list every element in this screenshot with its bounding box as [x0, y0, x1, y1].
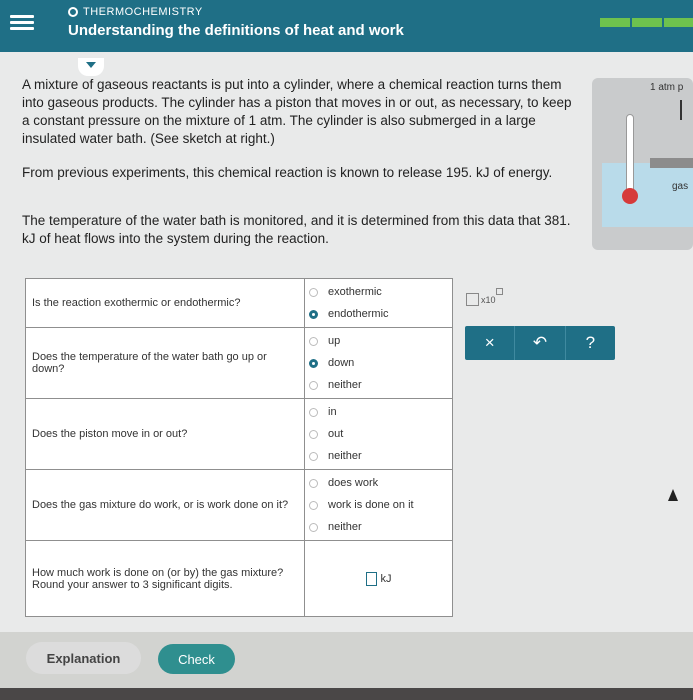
- question-text: Does the gas mixture do work, or is work done on it?: [26, 470, 305, 541]
- option-neither[interactable]: neither: [309, 445, 448, 467]
- problem-paragraph-2: From previous experiments, this chemical reaction is known to release 195. kJ of energy.: [22, 165, 553, 180]
- help-button[interactable]: ?: [585, 333, 596, 352]
- options-cell: [305, 399, 453, 470]
- question-text: Is the reaction exothermic or endothermic?: [26, 279, 305, 328]
- section-label: THERMOCHEMISTRY: [68, 6, 203, 18]
- option-endothermic[interactable]: endothermic: [309, 303, 448, 325]
- option-out[interactable]: out: [309, 423, 448, 445]
- option-work-done-on-it[interactable]: work is done on it: [309, 494, 448, 516]
- options-cell: [305, 328, 453, 399]
- gas-label: gas: [672, 181, 689, 192]
- collapse-toggle[interactable]: [78, 58, 104, 76]
- option-does-work[interactable]: does work: [309, 472, 448, 494]
- menu-icon[interactable]: [10, 12, 34, 34]
- answer-cell: [305, 541, 453, 617]
- progress-bar: [600, 18, 693, 27]
- table-row: [26, 541, 453, 617]
- options-cell: [305, 470, 453, 541]
- question-text: Does the temperature of the water bath go up or down?: [26, 328, 305, 399]
- option-neither[interactable]: neither: [309, 516, 448, 538]
- options-cell: [305, 279, 453, 328]
- question-table: [25, 278, 453, 617]
- work-answer-input[interactable]: [366, 572, 377, 586]
- page-title: Understanding the definitions of heat and work: [68, 22, 404, 39]
- option-in[interactable]: in: [309, 401, 448, 423]
- option-up[interactable]: up: [309, 330, 448, 352]
- unit-label: kJ: [380, 572, 392, 585]
- option-down[interactable]: down: [309, 352, 448, 374]
- piston: [650, 158, 693, 168]
- top-bar: [0, 0, 693, 52]
- option-neither[interactable]: neither: [309, 374, 448, 396]
- undo-button[interactable]: ↶: [515, 326, 565, 360]
- scientific-notation-button[interactable]: x10: [466, 287, 512, 311]
- mouse-cursor-icon: [668, 489, 678, 501]
- pressure-label: 1 atm p: [650, 82, 684, 93]
- bottom-edge: [0, 688, 693, 700]
- table-row: [26, 399, 453, 470]
- clear-button[interactable]: ×: [465, 326, 515, 360]
- table-row: [26, 328, 453, 399]
- check-button[interactable]: Check: [158, 644, 235, 674]
- problem-paragraph-3: The temperature of the water bath is monitored, and it is determined from this data that 381. kJ of heat flows into the system during the reaction.: [22, 213, 571, 246]
- question-text: Does the piston move in or out?: [26, 399, 305, 470]
- question-text: How much work is done on (or by) the gas mixture? Round your answer to 3 significant digits.: [26, 541, 305, 617]
- problem-paragraph-1: A mixture of gaseous reactants is put into a cylinder, where a chemical reaction turns them into gaseous products. The cylinder has a piston that moves in or out, as necessary, to keep a constant pressure on the mixture of 1 atm. The cylinder is also submerged in a large insulated water bath. (See sketch at right.): [22, 77, 572, 146]
- thermometer-icon: [626, 114, 634, 194]
- answer-toolbar: [465, 326, 615, 360]
- explanation-button[interactable]: Explanation: [26, 642, 141, 674]
- arrow-down-icon: [680, 100, 682, 120]
- table-row: [26, 279, 453, 328]
- table-row: [26, 470, 453, 541]
- option-exothermic[interactable]: exothermic: [309, 281, 448, 303]
- status-ring-icon: [68, 7, 78, 17]
- chevron-down-icon: [86, 62, 96, 68]
- apparatus-sketch: [592, 78, 693, 250]
